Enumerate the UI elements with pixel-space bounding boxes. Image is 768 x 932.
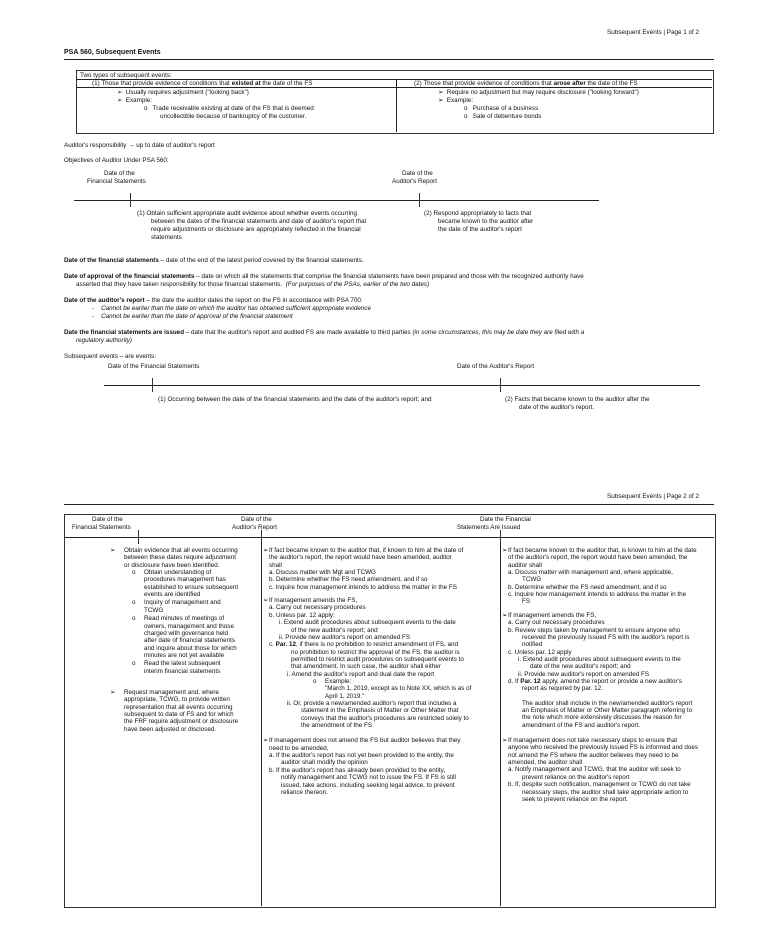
def-date-approval-2: asserted that they have taken responsibility for those financial statements. (For purposes of the PSAs, earlier of the two dates) [76, 281, 430, 288]
table-line: ii. Or, provide a new/amended auditor's report that includes a [287, 700, 457, 707]
table-line: and inquire about those for which [144, 644, 237, 652]
def3-bullet2: - Cannot be earlier than the date of approval of the financial statement [92, 313, 293, 320]
table-line: subsequent to date of FS and for which [124, 711, 234, 718]
col2-head1: Date of the [241, 516, 272, 523]
table-line: April 1, 2019." [325, 692, 365, 700]
table-line: permitted to restrict audit procedures on subsequent events to [291, 655, 464, 663]
table-line: a. Discuss matter with management and, where applicable, [508, 569, 673, 577]
bullet-marker: ➢ [502, 547, 508, 554]
table-line: a. If the auditor's report has not yet been provided to the entity, the [269, 752, 454, 760]
table-line: d. If Par. 12 apply, amend the report or provide a new auditor's [508, 677, 683, 685]
tl2-event2-a: (2) Facts that became known to the auditor after the [505, 396, 650, 403]
tl1-objective2-c: the date of the auditor's report [438, 226, 522, 233]
table-line: amended, the auditor shall [508, 759, 583, 767]
table-line: b. If the auditor's report has already been provided to the entity, [269, 766, 446, 774]
table-line: received the previously issued FS with the auditor's report is [522, 633, 690, 641]
p2-tick-fs [138, 530, 139, 544]
table-line: appropriate, TCWG, to provide written [124, 696, 230, 704]
tl1-objective1-d: statements [151, 234, 182, 241]
def-date-approval: Date of approval of the financial statements – date on which all the statements that comprise the financial statements have been prepared and those with the recognized authority have [64, 273, 584, 280]
tl1-right-label1: Date of the [402, 170, 433, 177]
tl1-left-label1: Date of the [104, 170, 135, 177]
table-line: shall [269, 561, 282, 569]
bullet-marker: ➢ [502, 737, 508, 745]
type1-item-c2: uncollectible because of bankruptcy of the customer. [160, 113, 307, 120]
bullet-marker: ➢ [110, 547, 116, 554]
type2-heading: (2) Those that provide evidence of conditions that arose after the date of the FS [414, 80, 638, 87]
table-line: ➢If management does not take necessary steps to ensure that [502, 737, 678, 745]
tl2-tick-fs [152, 378, 153, 392]
tl1-tick-fs [130, 193, 131, 207]
table-line: events are identified [144, 591, 201, 599]
table-line: o Example: [313, 677, 352, 685]
table-line: date of the new auditor's report; and [530, 663, 631, 671]
table-line: i. Extend audit procedures about subsequent events to the date [279, 619, 456, 627]
table-line: a. Carry out necessary procedures [269, 604, 366, 612]
tl1-tick-ar [419, 193, 420, 207]
table-line: b. Determine whether the FS need amendment, and if so [269, 576, 428, 584]
types-heading: Two types of subsequent events: [80, 72, 172, 79]
table-line: anyone who received the previously issued FS is informed and does [508, 744, 699, 752]
table-line: issued, take actions, including seeking legal advice, to prevent [281, 781, 455, 789]
def-date-auditors-report: Date of the auditor's report – the date the auditor dates the report on the FS in accordance with PSA 700. [64, 297, 363, 304]
tl2-axis [104, 385, 700, 386]
type2-item-d: o Sale of debenture bonds [464, 113, 542, 120]
table-line: ➢ Request management and, where [110, 688, 219, 696]
table-line: or disclosure have been identified. [124, 561, 220, 569]
table-line: that amendment. In such case, the auditor shall either [291, 663, 441, 671]
table-line: b. Determine whether the FS need amendment, and if so [508, 583, 667, 591]
tl2-right-label: Date of the Auditor's Report [457, 363, 535, 370]
table-line: statement in the Emphasis of Matter or Other Matter that [301, 707, 459, 715]
table-line: b. Review steps taken by management to ensure anyone who [508, 626, 681, 634]
tl2-left-label: Date of the Financial Statements [108, 363, 200, 370]
table-line: charged with governance held [144, 629, 229, 637]
table-line: notified [522, 641, 543, 649]
table-line: ➢If management amends the FS, [502, 611, 597, 619]
procedures-col-divider1 [261, 543, 262, 906]
col1-head1: Date of the [92, 516, 123, 523]
bullet-marker: o [132, 599, 136, 607]
table-line: of the auditor's report, the report would have been amended, the [508, 554, 688, 562]
table-line: c. Inquire how management intends to address the matter in the [508, 591, 687, 599]
page1-title: PSA 560, Subsequent Events [64, 49, 161, 56]
table-line: o Obtain understanding of [132, 569, 212, 577]
bullet-marker: ➢ [263, 547, 269, 554]
table-line: reliance thereon. [281, 788, 328, 796]
bullet-marker: ➢ [502, 611, 508, 619]
procedures-table-head-rule [65, 537, 714, 538]
table-line: auditor shall modify the opinion [281, 759, 368, 767]
p2-tick-ar [261, 530, 262, 544]
tl1-objective1-b: between the dates of the financial statements and date of auditor's report that [151, 218, 367, 225]
table-line: ➢ Obtain evidence that all events occurring [110, 547, 238, 554]
table-line: b. Unless par. 12 apply: [269, 611, 335, 619]
table-line: auditor shall [508, 561, 542, 569]
table-line: o Inquiry of management and [132, 599, 221, 607]
type2-item-c: o Purchase of a business [464, 105, 539, 112]
bullet-marker: o [132, 569, 136, 577]
table-line: i. Amend the auditor's report and dual date the report [287, 670, 435, 678]
bullet-marker: ➢ [110, 688, 116, 696]
table-line: a. Carry out necessary procedures [508, 619, 605, 627]
table-line: ➢If fact became known to the auditor that, if known to him at the date of [263, 547, 464, 554]
col3-head1: Date the Financial [480, 516, 531, 523]
page1-header: Subsequent Events | Page 1 of 2 [607, 29, 699, 36]
table-line: representation that all events occurring [124, 703, 233, 711]
table-line: c. Unless par. 12 apply [508, 648, 572, 656]
table-line: an Emphasis of Matter or Other Matter paragraph referring to [522, 707, 693, 714]
table-line: seek to prevent reliance on the report. [522, 795, 629, 803]
type1-item-b: ➢ Example: [117, 97, 153, 104]
auditor-responsibility: Auditor's responsibility → up to date of auditor's report [64, 142, 215, 149]
table-line: c. Par. 12, if there is no prohibition to restrict amendment of FS, and [269, 641, 459, 649]
table-line: ➢If management amends the FS, [263, 597, 358, 605]
table-line: of the new auditor's report; and [291, 626, 378, 634]
bullet-marker: o [313, 677, 317, 685]
table-line: established to ensure subsequent [144, 583, 239, 591]
tl2-event1: (1) Occurring between the date of the financial statements and the date of the auditor's report; and [158, 396, 432, 403]
type1-item-a: ➢ Usually requires adjustment ("looking back") [117, 89, 249, 96]
table-line: prevent reliance on the auditor's report [522, 773, 630, 781]
table-line: the note which more extensively discusses the reason for [522, 714, 682, 722]
bullet-marker: ➢ [263, 597, 269, 605]
types-table-col-divider [396, 80, 397, 132]
def-date-issued-2: regulatory authority) [76, 337, 132, 344]
tl1-objective1-c: require adjustments or disclosure are appropriately reflected in the financial [151, 226, 361, 233]
table-line: the FRF require adjustment or disclosure [124, 718, 239, 726]
def3-bullet1: - Cannot be earlier than the date on which the auditor has obtained sufficient appropriate evidence [92, 305, 372, 312]
table-line: ii. Provide new auditor's report on amended FS [518, 670, 650, 678]
tl1-objective1-a: (1) Obtain sufficient appropriate audit evidence about whether events occurring [137, 210, 358, 217]
table-line: o Read minutes of meetings of [132, 615, 225, 623]
type1-heading: (1) Those that provide evidence of conditions that existed at the date of the FS [92, 80, 313, 87]
tl1-left-label2: Financial Statements [87, 178, 146, 185]
type1-item-c: o Trade receivable existing at date of the FS that is deemed [144, 105, 314, 112]
procedures-col-divider2 [500, 543, 501, 906]
table-line: no prohibition to restrict the approval of the FS, the auditor is [291, 648, 460, 656]
table-line: report as required by par. 12. [522, 685, 603, 693]
col3-head2: Statements Are Issued [457, 524, 521, 531]
bullet-marker: ➢ [263, 737, 269, 745]
table-line: not amend the FS where the auditor believes they need to be [508, 751, 679, 759]
tl1-objective2-a: (2) Respond appropriately to facts that [424, 210, 532, 217]
table-line: owners, management and those [144, 622, 234, 630]
table-line: The auditor shall include in the new/amended auditor's report [522, 699, 693, 707]
table-line: have been adjusted or disclosed. [124, 725, 217, 733]
col1-head2: Financial Statements [72, 524, 131, 531]
table-line: "March 1, 2019, except as to Note XX, which is as of [325, 685, 472, 693]
type2-item-a: ➢ Require no adjustment but may require disclosure ("looking forward") [438, 89, 639, 96]
table-line: TCWG [522, 576, 542, 584]
table-line: o Read the latest subsequent [132, 660, 221, 668]
tl1-axis [74, 200, 599, 201]
page2-header-rule [64, 504, 714, 505]
tl1-objective2-b: became known to the auditor after [438, 218, 534, 225]
objectives-heading: Objectives of Auditor Under PSA 560: [64, 157, 169, 164]
type2-item-b: ➢ Example: [438, 97, 474, 104]
def-date-issued: Date the financial statements are issued – date that the auditor's report and audited FS are made available to third parties (in some circumstances, this may be date they are filed with a [64, 329, 585, 336]
table-line: amendment of the FS and auditor's report. [522, 721, 641, 729]
table-line: the amendment of the FS [301, 722, 373, 730]
table-line: conveys that the auditor's procedures are restricted solely to [301, 714, 469, 722]
table-line: i. Extend audit procedures about subsequent events to the [518, 655, 681, 663]
table-line: TCWG [144, 606, 164, 614]
table-line: c. Inquire how management intends to address the matter in the FS [269, 583, 457, 591]
table-line: procedures management has [144, 576, 226, 584]
table-line: a. Discuss matter with Mgt and TCWG [269, 569, 376, 577]
table-line: ➢If fact became known to the auditor that, is known to him at the date [502, 547, 697, 554]
bullet-marker: o [132, 660, 136, 668]
table-line: the auditor's report, the report would have been amended, auditor [269, 554, 452, 562]
title-rule [64, 59, 714, 60]
table-line: need to be amended, [269, 744, 329, 752]
tl2-event2-b: date of the auditor's report. [519, 404, 595, 411]
table-line: necessary steps, the auditor shall take appropriate action to [522, 788, 689, 796]
tl2-tick-ar [500, 378, 501, 392]
page2-header: Subsequent Events | Page 2 of 2 [607, 493, 699, 500]
table-line: FS [522, 598, 531, 606]
bullet-marker: o [132, 615, 136, 623]
table-line: after date of financial statements [144, 637, 236, 645]
se-heading: Subsequent events – are events: [64, 353, 157, 360]
table-line: minutes are not yet available [144, 651, 225, 659]
table-line: ii. Provide new auditor's report on amended FS [279, 633, 411, 641]
table-line: ➢If management does not amend the FS but auditor believes that they [263, 737, 461, 745]
col2-head2: Auditor's Report [232, 524, 277, 531]
table-line: between these dates require adjustment [124, 554, 237, 562]
table-line: b. If, despite such notification, management or TCWG do not take [508, 781, 691, 789]
table-line: a. Notify management and TCWG, that the auditor will seek to [508, 766, 681, 774]
table-line: interim financial statements [144, 667, 221, 675]
tl1-right-label2: Auditor's Report [392, 178, 437, 185]
table-line: notify management and TCWG not to issue the FS. If FS is still [281, 774, 456, 782]
def-date-fs: Date of the financial statements – date of the end of the latest period covered by the financial statements. [64, 257, 364, 264]
p2-tick-issued [500, 530, 501, 544]
